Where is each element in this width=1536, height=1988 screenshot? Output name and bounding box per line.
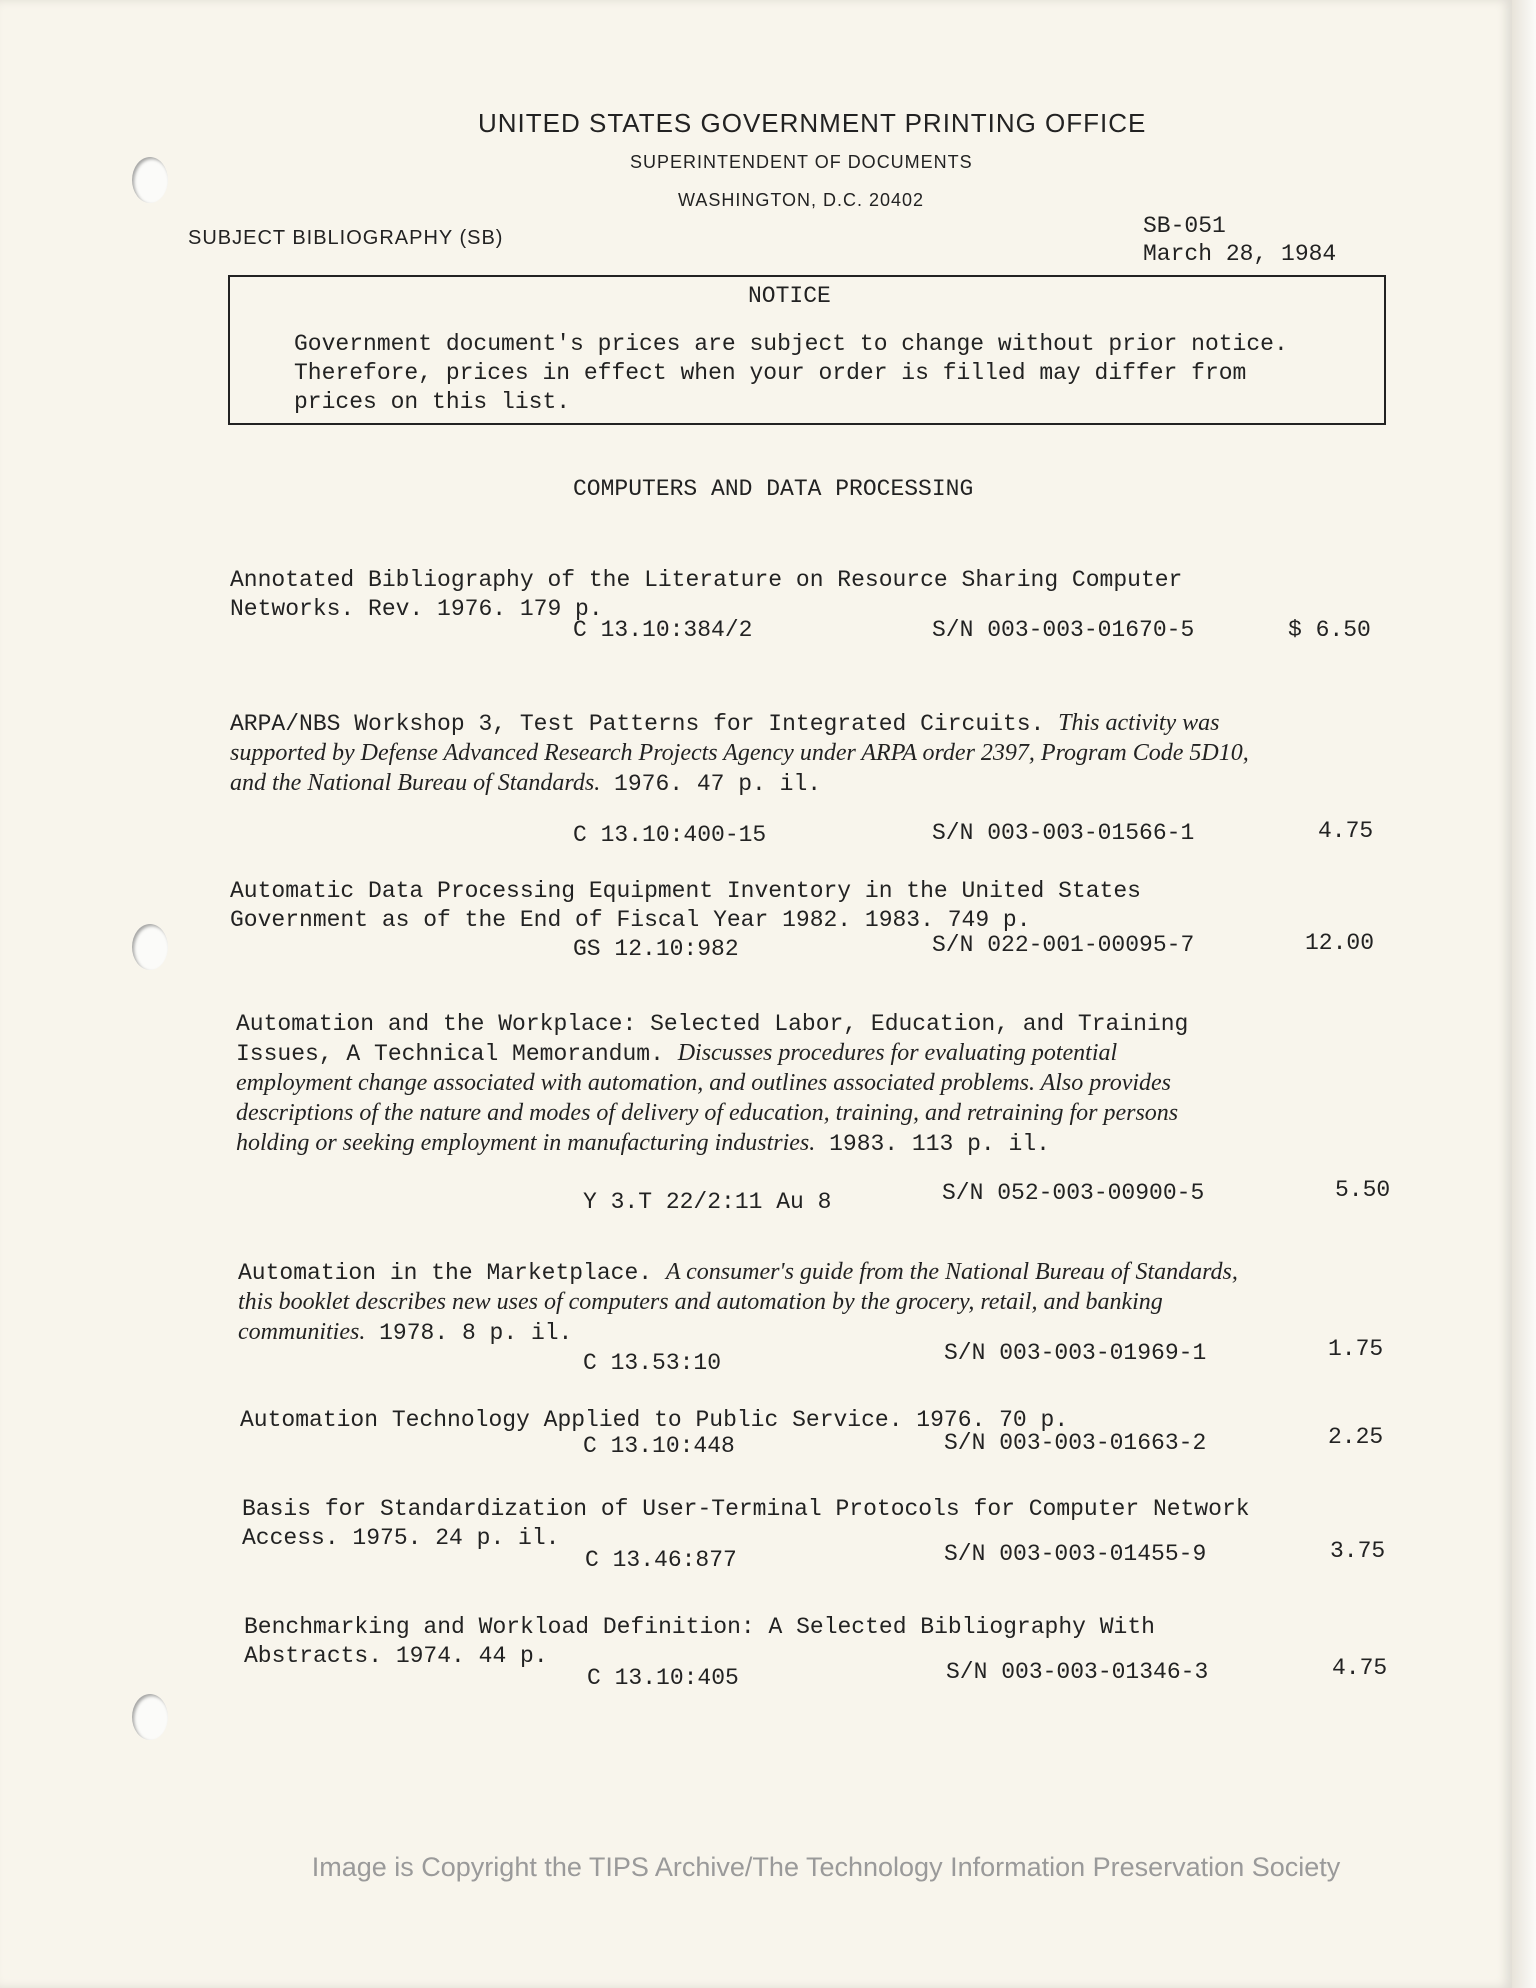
copyright-watermark: Image is Copyright the TIPS Archive/The Technology Information Preservation Society <box>311 1852 1341 1882</box>
superintendent-heading: SUPERINTENDENT OF DOCUMENTS <box>630 152 973 172</box>
price: 4.75 <box>1318 818 1374 844</box>
notice-line: prices on this list. <box>294 389 571 415</box>
section-title: COMPUTERS AND DATA PROCESSING <box>573 476 974 502</box>
stock-number: S/N 003-003-01969-1 <box>944 1340 1207 1366</box>
entry-title: Automation in the Marketplace. <box>238 1260 653 1286</box>
entry-description: This activity was supported by Defense Advanced Research Projects Agency under ARPA order 2397, Program Code 5D10, and the National Bureau of Standards. <box>230 710 1249 796</box>
series-label: SUBJECT BIBLIOGRAPHY (SB) <box>188 227 504 249</box>
binder-hole <box>132 1694 168 1740</box>
call-number: C 13.10:448 <box>583 1433 735 1459</box>
entry-details: 1983. 113 p. il. <box>829 1131 1050 1157</box>
call-number: C 13.53:10 <box>583 1350 722 1376</box>
list-item <box>230 709 1270 799</box>
stock-number: S/N 003-003-01455-9 <box>944 1541 1207 1567</box>
notice-line: Government document's prices are subject to change without prior notice. <box>294 331 1288 357</box>
binder-hole <box>132 157 168 203</box>
stock-number: S/N 052-003-00900-5 <box>942 1180 1205 1206</box>
stock-number: S/N 003-003-01670-5 <box>932 617 1195 643</box>
notice-line: Therefore, prices in effect when your order is filled may differ from <box>294 360 1247 386</box>
entry-description: Discusses procedures for evaluating potential employment change associated with automation, and outlines associated problems. Also provides descriptions of the nature and modes of delivery of education, training, and retraining for persons holding or seeking employment in manufacturing industries. <box>236 1040 1179 1156</box>
office-heading: UNITED STATES GOVERNMENT PRINTING OFFICE <box>478 108 1147 138</box>
binder-hole <box>132 924 168 970</box>
stock-number: S/N 003-003-01346-3 <box>946 1659 1209 1685</box>
price: 2.25 <box>1328 1424 1384 1450</box>
list-item <box>230 877 1230 935</box>
page-edge <box>1512 0 1536 1988</box>
entry-description: A consumer's guide from the National Bureau of Standards, this booklet describes new uses of computers and automation by the grocery, retail, and banking communities. <box>238 1259 1238 1345</box>
entry-title: ARPA/NBS Workshop 3, Test Patterns for Integrated Circuits. <box>230 711 1045 737</box>
call-number: C 13.10:405 <box>587 1665 739 1691</box>
entry-title: Annotated Bibliography of the Literature on Resource Sharing Computer Networks. Rev. 1976. 179 p. <box>230 567 1183 622</box>
call-number: C 13.10:400-15 <box>573 822 767 848</box>
entry-details: 1976. 47 p. il. <box>614 771 822 797</box>
entry-title: Automation Technology Applied to Public Service. 1976. 70 p. <box>240 1407 1069 1433</box>
price: 12.00 <box>1305 930 1375 956</box>
price: 3.75 <box>1330 1538 1386 1564</box>
list-item <box>238 1258 1238 1348</box>
call-number: C 13.10:384/2 <box>573 617 753 643</box>
stock-number: S/N 003-003-01566-1 <box>932 820 1195 846</box>
entry-title: Automation and the Workplace: Selected Labor, Education, and Training Issues, A Technical Memorandum. <box>236 1011 1189 1067</box>
call-number: GS 12.10:982 <box>573 936 739 962</box>
entry-title: Automatic Data Processing Equipment Inventory in the United States Government as of the End of Fiscal Year 1982. 1983. 749 p. <box>230 878 1141 933</box>
price: 5.50 <box>1335 1177 1391 1203</box>
sb-number: SB-051 <box>1143 213 1226 239</box>
location-heading: WASHINGTON, D.C. 20402 <box>678 190 925 210</box>
list-item <box>236 1010 1236 1159</box>
entry-title: Basis for Standardization of User-Terminal Protocols for Computer Network Access. 1975. 24 p. il. <box>242 1496 1250 1551</box>
call-number: Y 3.T 22/2:11 Au 8 <box>583 1189 832 1215</box>
stock-number: S/N 003-003-01663-2 <box>944 1430 1207 1456</box>
entry-title: Benchmarking and Workload Definition: A Selected Bibliography With Abstracts. 1974. 44 p. <box>244 1614 1155 1669</box>
notice-box <box>228 275 1386 425</box>
stock-number: S/N 022-001-00095-7 <box>932 932 1195 958</box>
issue-date: March 28, 1984 <box>1143 241 1337 267</box>
list-item <box>230 566 1230 624</box>
notice-title: NOTICE <box>748 283 831 309</box>
entry-details: 1978. 8 p. il. <box>379 1320 573 1346</box>
price: 1.75 <box>1328 1336 1384 1362</box>
price: $ 6.50 <box>1288 617 1371 643</box>
call-number: C 13.46:877 <box>585 1547 737 1573</box>
price: 4.75 <box>1332 1655 1388 1681</box>
